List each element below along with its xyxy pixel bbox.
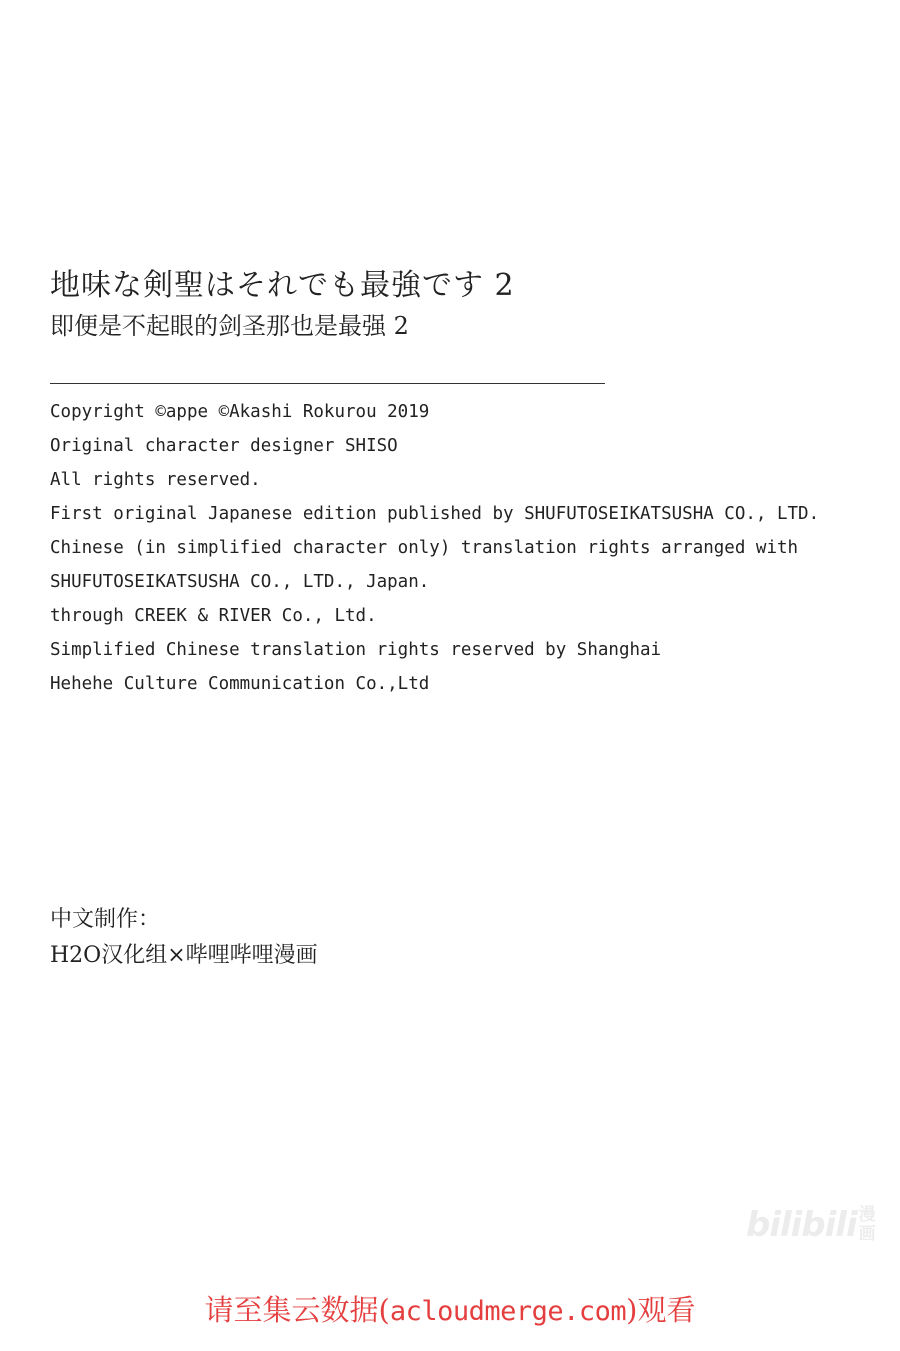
copyright-line: Chinese (in simplified character only) translation rights arranged with [50, 538, 799, 558]
watermark-logo-cjk [859, 1206, 876, 1244]
copyright-line: through CREEK & RIVER Co., Ltd. [50, 606, 377, 626]
copyright-line: All rights reserved. [50, 470, 261, 490]
copyright-line: SHUFUTOSEIKATSUSHA CO., LTD., Japan. [50, 572, 430, 592]
bilibili-comics-logo-icon [746, 1205, 876, 1245]
credits-value: H2O汉化组×哔哩哔哩漫画 [50, 943, 318, 968]
copyright-line: Hehehe Culture Communication Co.,Ltd [50, 674, 430, 694]
copyright-line: Simplified Chinese translation rights reserved by Shanghai [50, 640, 662, 660]
copyright-line: Copyright ©appe ©Akashi Rokurou 2019 [50, 402, 430, 422]
title-japanese: 地味な剣聖はそれでも最強です 2 [50, 268, 515, 303]
title-chinese: 即便是不起眼的剑圣那也是最强 2 [50, 312, 409, 340]
copyright-line: First original Japanese edition published by SHUFUTOSEIKATSUSHA CO., LTD. [50, 504, 820, 524]
watermark-logo-cjk-top: 漫 [858, 1205, 876, 1225]
footer-suffix: )观看 [626, 1293, 696, 1327]
footer-url[interactable]: acloudmerge.com [389, 1296, 627, 1327]
copyright-line: Original character designer SHISO [50, 436, 398, 456]
credits-label: 中文制作： [50, 907, 161, 932]
watermark-logo-text: bilibili [746, 1205, 857, 1245]
watermark-logo-cjk-bottom: 画 [858, 1224, 876, 1244]
footer-source-link[interactable] [0, 1290, 900, 1332]
copyright-block [50, 395, 819, 701]
footer-prefix: 请至集云数据( [204, 1293, 390, 1327]
divider-line [50, 383, 605, 384]
